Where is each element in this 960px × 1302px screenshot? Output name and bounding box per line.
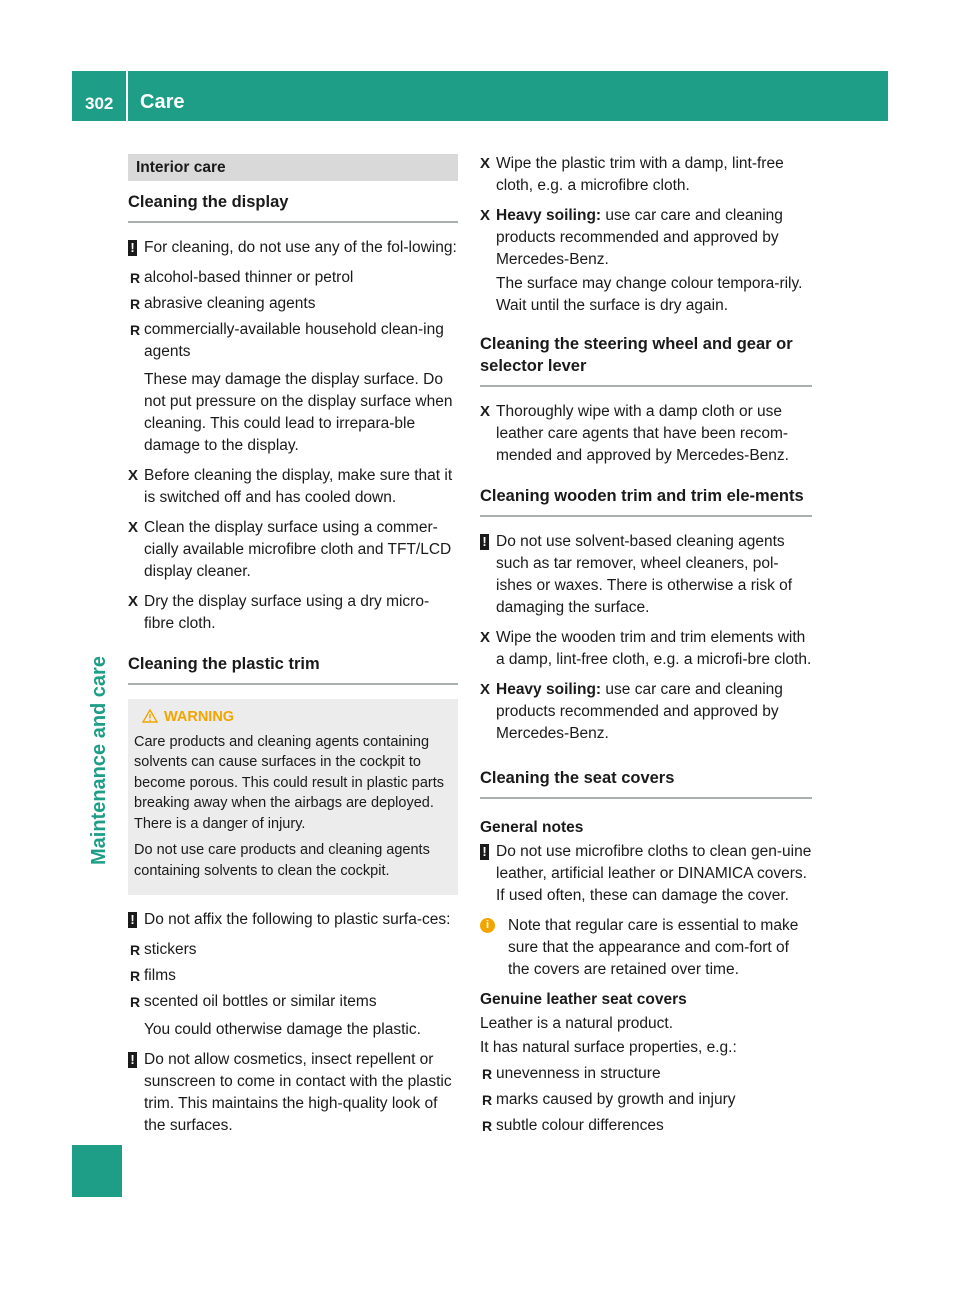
bullet-icon: R [130, 968, 141, 984]
exclamation-icon: ! [480, 844, 489, 860]
warning-text: Care products and cleaning agents containing solvents can cause surfaces in the cockpit to become porous. This could result in plastic parts breaking away when the airbags are deployed. There is a danger of injury. [134, 733, 445, 832]
step-note: The surface may change colour tempora-rily. Wait until the surface is dry again. [496, 275, 803, 314]
exclamation-icon: ! [128, 240, 137, 256]
step-arrow-icon: X [128, 467, 139, 484]
step-arrow-icon: X [480, 629, 491, 646]
caution-note: ! Do not use microfibre cloths to clean gen-uine leather, artificial leather or DINAMICA covers. If used often, these can damage the cover. [480, 841, 812, 907]
exclamation-icon: ! [128, 912, 137, 928]
list-item: R alcohol-based thinner or petrol [128, 267, 458, 289]
heading-cleaning-seat-covers: Cleaning the seat covers [480, 767, 812, 799]
caution-note [128, 237, 458, 259]
note-continuation: These may damage the display surface. Do not put pressure on the display surface when cleaning. This could lead to irrepara-ble damage to the display. [144, 371, 453, 454]
bullet-list [128, 939, 458, 1013]
section-bar: Interior care [128, 154, 458, 181]
heading-cleaning-display: Cleaning the display [128, 191, 458, 223]
instruction-step: X Heavy soiling: use car care and cleaning products recommended and approved by Mercedes-Benz. [480, 681, 783, 742]
heading-cleaning-wooden: Cleaning wooden trim and trim ele-ments [480, 485, 812, 517]
warning-text: Do not use care products and cleaning agents containing solvents to clean the cockpit. [134, 842, 430, 879]
list-item: R abrasive cleaning agents [128, 293, 458, 315]
bullet-icon: R [130, 270, 141, 286]
caution-note: ! Do not affix the following to plastic surfa-ces: [128, 909, 458, 931]
left-column [128, 150, 458, 1145]
subheading-genuine-leather: Genuine leather seat covers [480, 991, 687, 1008]
side-tab [84, 640, 114, 865]
step-arrow-icon: X [480, 207, 491, 224]
step-arrow-icon: X [128, 593, 139, 610]
instruction-step: X Heavy soiling: use car care and cleaning products recommended and approved by Mercedes-Benz. [480, 207, 783, 268]
side-tab-label: Maintenance and care [88, 656, 110, 865]
note-continuation: You could otherwise damage the plastic. [144, 1021, 421, 1038]
heading-cleaning-steering: Cleaning the steering wheel and gear or selector lever [480, 333, 812, 387]
right-column [480, 153, 812, 1143]
bullet-icon: R [130, 994, 141, 1010]
bullet-icon: R [130, 942, 141, 958]
list-item: R commercially-available household clean-ing agents [130, 321, 444, 360]
list-item: R marks caused by growth and injury [480, 1089, 812, 1111]
exclamation-icon: ! [480, 534, 489, 550]
caution-note: ! Do not allow cosmetics, insect repellent or sunscreen to come in contact with the plastic trim. This maintains the high-quality look of the surfaces. [128, 1049, 458, 1137]
list-item: R unevenness in structure [480, 1063, 812, 1085]
list-item: R stickers [128, 939, 458, 961]
bullet-list [128, 267, 458, 363]
page-header [72, 71, 888, 121]
bullet-icon: R [482, 1066, 493, 1082]
heading-cleaning-plastic: Cleaning the plastic trim [128, 653, 458, 685]
list-item: R films [128, 965, 458, 987]
step-arrow-icon: X [480, 403, 491, 420]
step-arrow-icon: X [480, 155, 491, 172]
list-item: R subtle colour differences [480, 1115, 812, 1137]
exclamation-icon: ! [128, 1052, 137, 1068]
warning-triangle-icon [142, 709, 158, 723]
note-text: For cleaning, do not use any of the fol-lowing: [144, 239, 457, 256]
bullet-icon: R [130, 296, 141, 312]
header-divider [126, 71, 128, 121]
side-tab-marker [72, 1145, 122, 1197]
paragraph: Leather is a natural product. [480, 1015, 674, 1032]
info-icon: i [480, 918, 495, 933]
warning-box [128, 699, 458, 895]
bullet-icon: R [482, 1118, 493, 1134]
warning-heading: WARNING [134, 707, 450, 728]
instruction-step: X Before cleaning the display, make sure that it is switched off and has cooled down. [128, 467, 453, 506]
instruction-step: X Wipe the plastic trim with a damp, lint-free cloth, e.g. a microfibre cloth. [480, 155, 784, 194]
instruction-step: X Clean the display surface using a commer-cially available microfibre cloth and TFT/LCD display cleaner. [128, 519, 452, 580]
chapter-title: Care [140, 91, 185, 113]
list-item: R scented oil bottles or similar items [128, 991, 458, 1013]
caution-note: ! Do not use solvent-based cleaning agents such as tar remover, wheel cleaners, pol-ishes or waxes. There is otherwise a risk of damaging the surface. [480, 531, 812, 619]
step-arrow-icon: X [480, 681, 491, 698]
step-arrow-icon: X [128, 519, 139, 536]
bullet-icon: R [130, 322, 141, 338]
instruction-step: X Thoroughly wipe with a damp cloth or use leather care agents that have been recom-mended and approved by Mercedes-Benz. [480, 403, 789, 464]
bullet-icon: R [482, 1092, 493, 1108]
bullet-list [480, 1063, 812, 1137]
paragraph: It has natural surface properties, e.g.: [480, 1039, 737, 1056]
instruction-step: X Dry the display surface using a dry micro-fibre cloth. [128, 593, 430, 632]
instruction-step: X Wipe the wooden trim and trim elements with a damp, lint-free cloth, e.g. a microfi-bre cloth. [480, 629, 812, 668]
page-number: 302 [85, 94, 114, 113]
subheading-general-notes: General notes [480, 819, 584, 836]
info-note: i Note that regular care is essential to make sure that the appearance and com-fort of the covers are retained over time. [480, 915, 812, 981]
